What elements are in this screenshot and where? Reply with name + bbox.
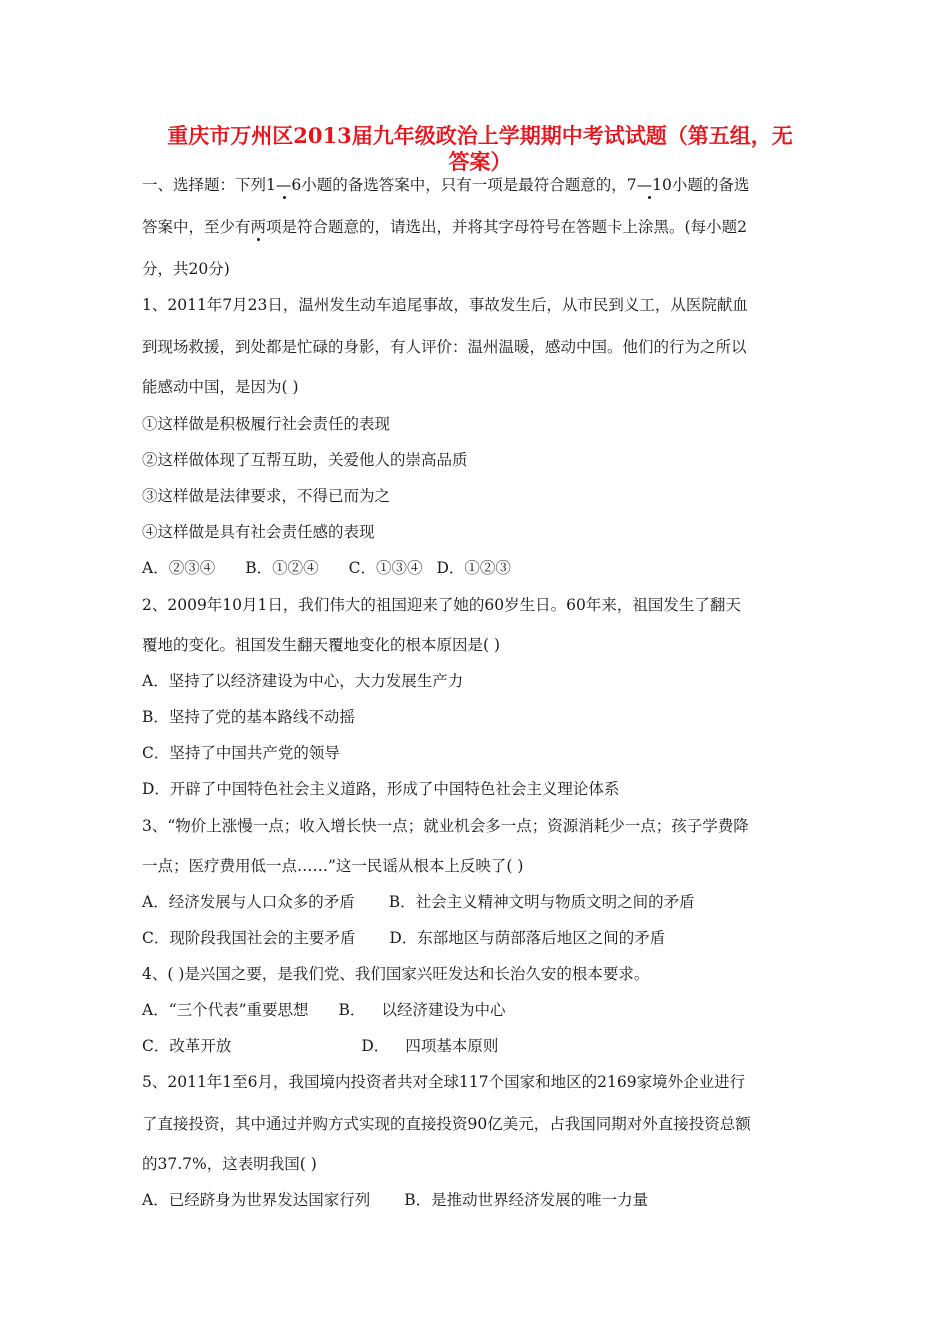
q4-options-row-2 <box>142 1035 498 1057</box>
q1-statement-2: ②这样做体现了互帮互助，关爱他人的崇高品质 <box>142 451 468 469</box>
q1-option-c: C．①③④ <box>348 559 423 577</box>
question-range-emphasis: 7—10 <box>626 176 672 194</box>
instructions-text: 一、选择题：下列 <box>142 176 267 194</box>
q5-stem-line-1: 5、2011年1至6月，我国境内投资者共对全球117个国家和地区的2169家境外企业进行 <box>142 1073 746 1091</box>
q4-option-b-text: 以经济建设为中心 <box>381 1001 506 1019</box>
q3-stem-line-1: 3、“物价上涨慢一点；收入增长快一点；就业机会多一点；资源消耗少一点；孩子学费降 <box>142 817 749 835</box>
instructions-line-3: 分，共20分) <box>142 260 230 278</box>
q5-option-a: A．已经跻身为世界发达国家行列 <box>142 1191 371 1209</box>
q3-options-row-2 <box>142 927 665 949</box>
q5-stem-line-2: 了直接投资，其中通过并购方式实现的直接投资90亿美元，占我国同期对外直接投资总额 <box>142 1115 751 1133</box>
q2-option-a: A．坚持了以经济建设为中心，大力发展生产力 <box>142 672 464 690</box>
q3-options-row-1 <box>142 891 695 913</box>
q4-stem: 4、( )是兴国之要，是我们党、我们国家兴旺发达和长治久安的根本要求。 <box>142 965 650 983</box>
q1-option-d: D．①②③ <box>436 559 511 577</box>
q1-stem-line-1: 1、2011年7月23日，温州发生动车追尾事故，事故发生后，从市民到义工，从医院献血 <box>142 296 748 314</box>
q5-option-b: B．是推动世界经济发展的唯一力量 <box>404 1191 649 1209</box>
instructions-line-1 <box>142 174 749 196</box>
q3-option-b: B．社会主义精神文明与物质文明之间的矛盾 <box>388 893 695 911</box>
q4-option-b-letter: B． <box>338 1001 366 1019</box>
q1-statement-3: ③这样做是法律要求，不得已而为之 <box>142 487 391 505</box>
instructions-text: 小题的备选 <box>671 176 750 194</box>
q4-option-d-letter: D． <box>361 1037 390 1055</box>
instructions-text: 答案中，至少有 <box>142 218 251 236</box>
q1-option-a: A．②③④ <box>142 559 216 577</box>
q1-statement-1: ①这样做是积极履行社会责任的表现 <box>142 415 391 433</box>
q3-option-c: C．现阶段我国社会的主要矛盾 <box>142 929 356 947</box>
question-range-emphasis: 1—6 <box>266 176 302 194</box>
q2-option-d: D．开辟了中国特色社会主义道路，形成了中国特色社会主义理论体系 <box>142 780 620 798</box>
q2-option-b: B．坚持了党的基本路线不动摇 <box>142 708 355 726</box>
q4-option-d-text: 四项基本原则 <box>405 1037 499 1055</box>
q3-option-a: A．经济发展与人口众多的矛盾 <box>142 893 355 911</box>
q4-option-c: C．改革开放 <box>142 1037 232 1055</box>
q5-options-row-1 <box>142 1189 648 1211</box>
q4-options-row-1 <box>142 999 505 1021</box>
two-emphasis: 两 <box>250 218 267 236</box>
q1-options <box>142 557 511 579</box>
q2-option-c: C．坚持了中国共产党的领导 <box>142 744 340 762</box>
q1-stem-line-2: 到现场救援，到处都是忙碌的身影，有人评价：温州温暖，感动中国。他们的行为之所以 <box>142 338 747 356</box>
q3-stem-line-2: 一点；医疗费用低一点……”这一民谣从根本上反映了( ) <box>142 857 524 875</box>
document-title-line-1: 重庆市万州区2013届九年级政治上学期期中考试试题（第五组，无 <box>167 123 793 148</box>
instructions-text: 小题的备选答案中，只有一项是最符合题意的， <box>301 176 627 194</box>
document-title-line-2: 答案） <box>448 149 512 174</box>
instructions-text: 项是符合题意的，请选出，并将其字母符号在答题卡上涂黑。(每小题2 <box>266 218 747 236</box>
q4-option-a: A．“三个代表”重要思想 <box>142 1001 309 1019</box>
q2-stem-line-2: 覆地的变化。祖国发生翻天覆地变化的根本原因是( ) <box>142 636 501 654</box>
q1-option-b: B．①②④ <box>245 559 319 577</box>
q1-statement-4: ④这样做是具有社会责任感的表现 <box>142 523 375 541</box>
instructions-line-2 <box>142 216 747 238</box>
q2-stem-line-1: 2、2009年10月1日，我们伟大的祖国迎来了她的60岁生日。60年来，祖国发生了翻天 <box>142 596 741 614</box>
q3-option-d: D．东部地区与荫部落后地区之间的矛盾 <box>389 929 666 947</box>
q1-stem-line-3: 能感动中国，是因为( ) <box>142 378 299 396</box>
q5-stem-line-3: 的37.7%，这表明我国( ) <box>142 1155 317 1173</box>
